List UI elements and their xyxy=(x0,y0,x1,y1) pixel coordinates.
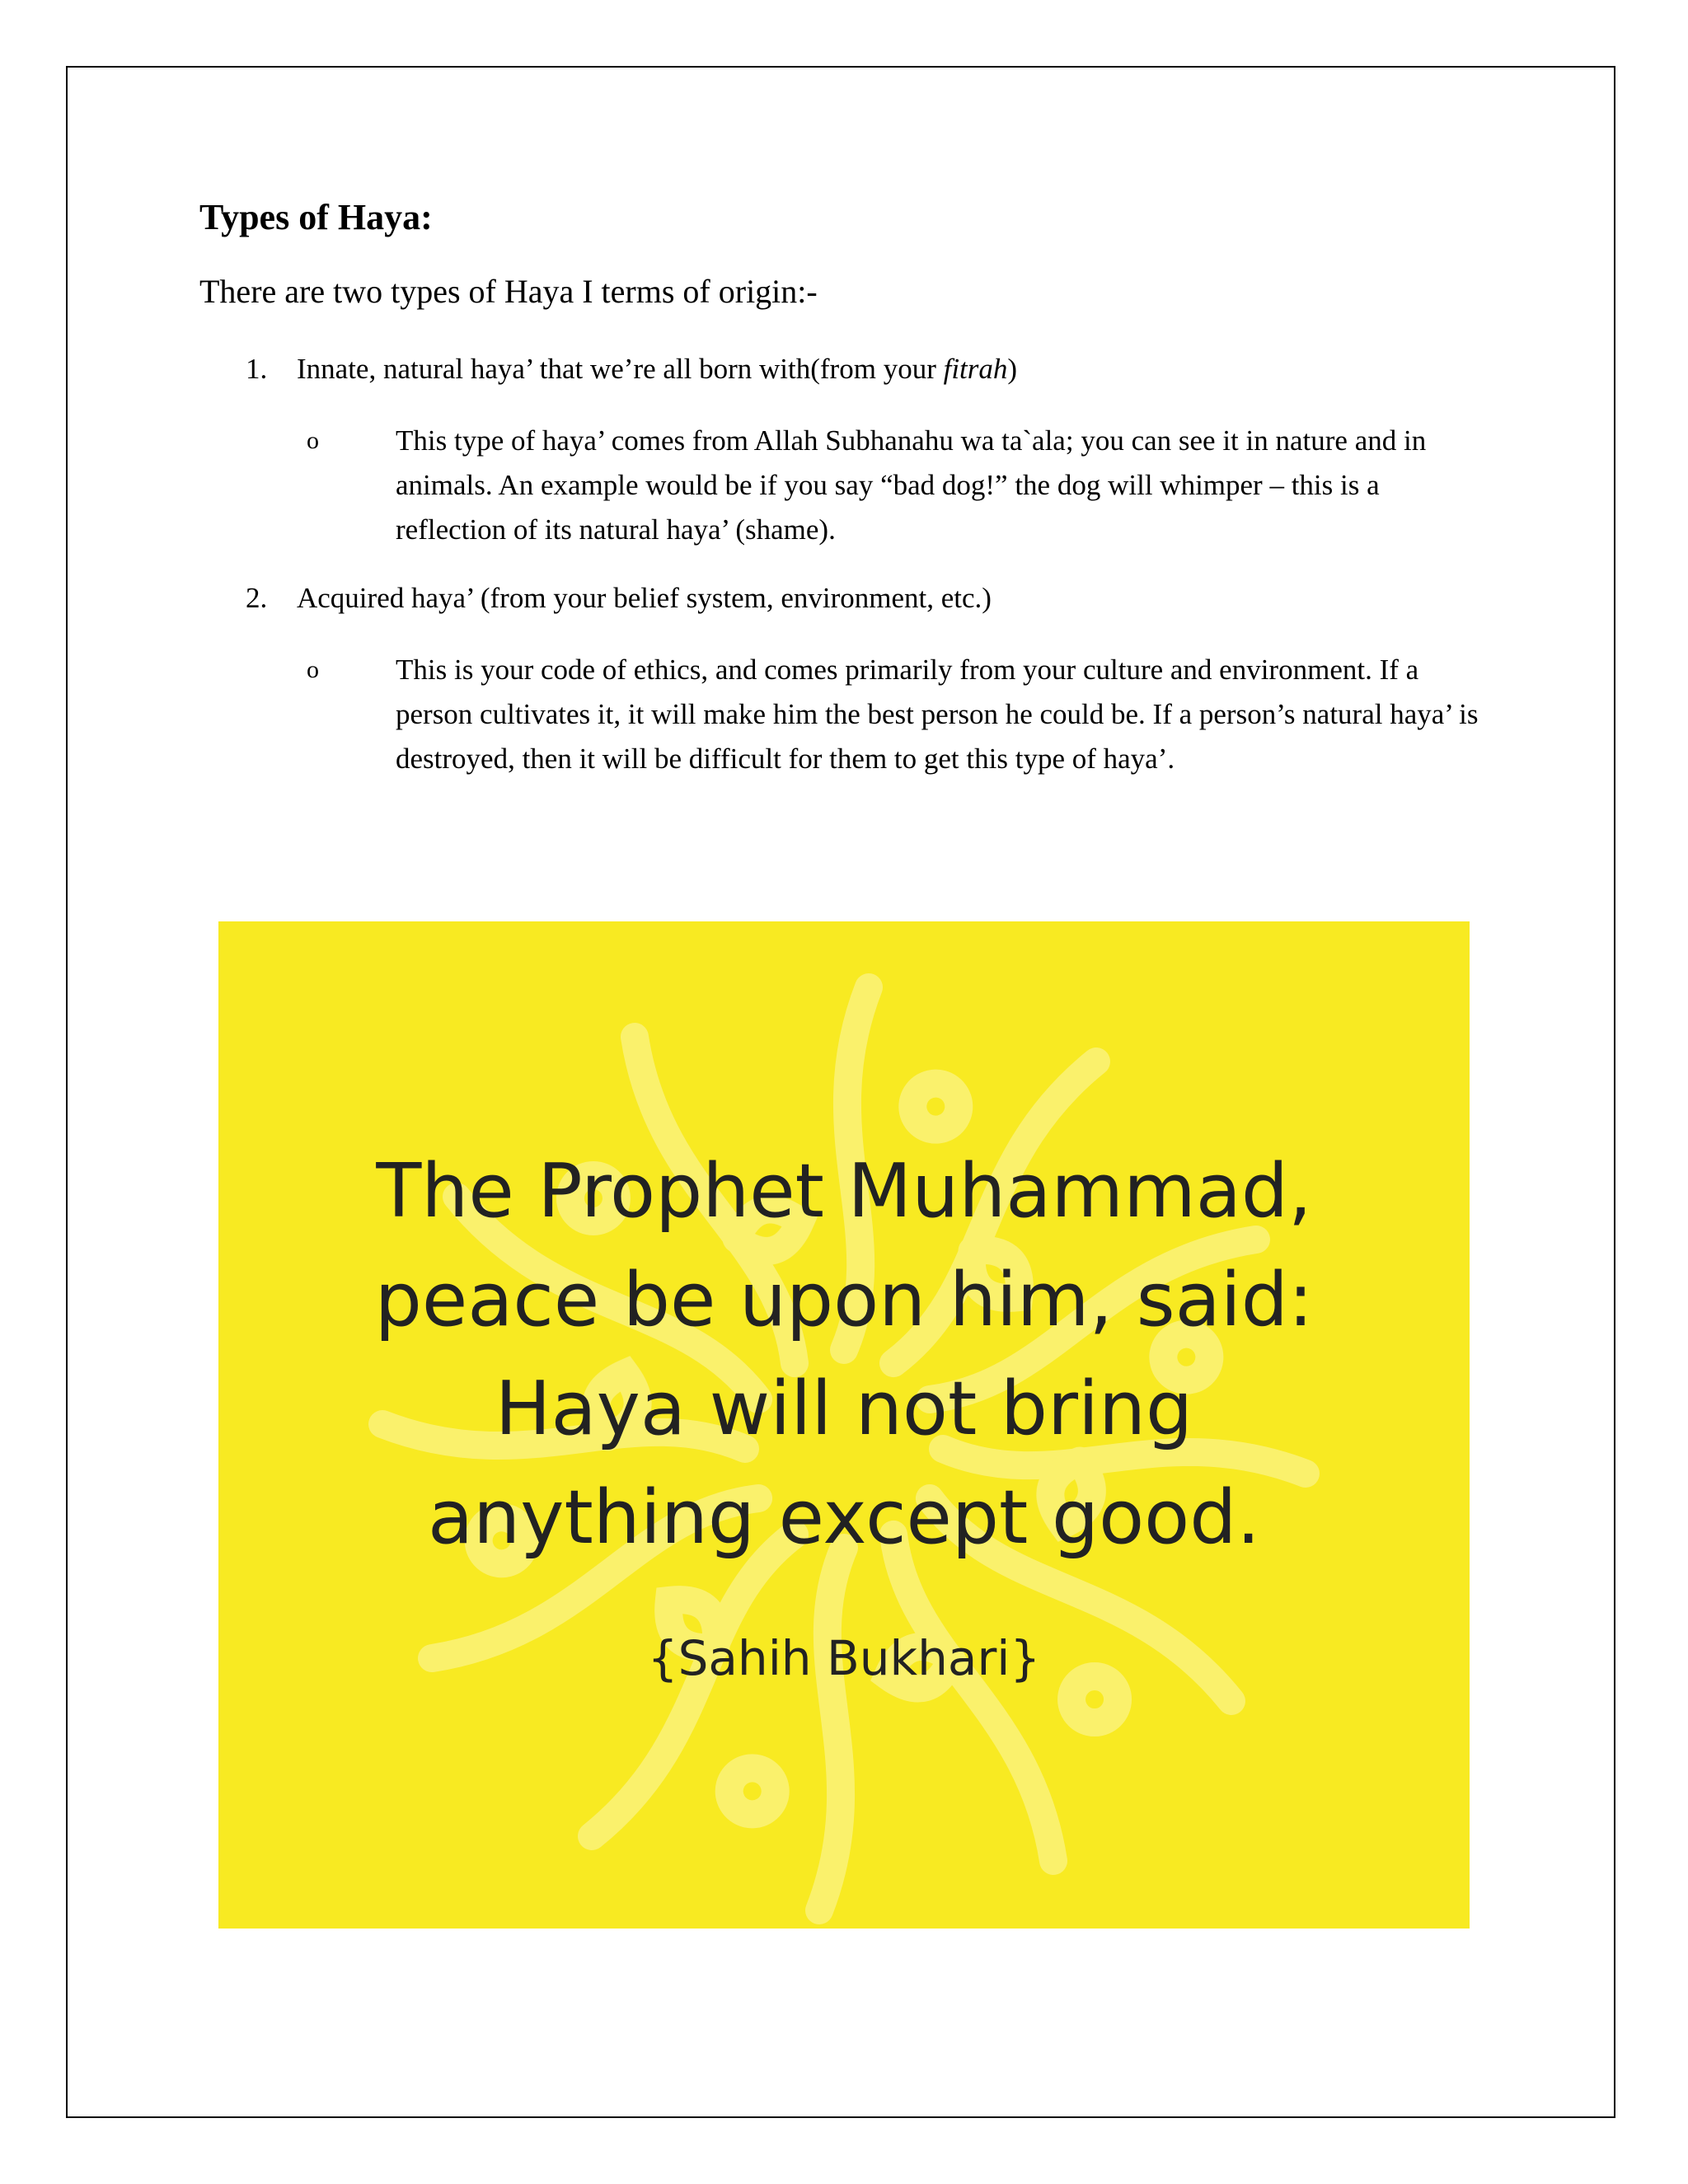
list-item-text: Acquired haya’ (from your belief system, environment, etc.) xyxy=(297,582,992,614)
sub-item-2 xyxy=(307,648,1490,781)
quote-line: anything except good. xyxy=(428,1474,1260,1561)
list-item-2 xyxy=(246,582,992,615)
bullet-marker: o xyxy=(307,427,319,454)
sub-item-1 xyxy=(307,419,1490,552)
quote-text xyxy=(218,1137,1470,1572)
quote-line: Haya will not bring xyxy=(495,1366,1193,1452)
section-heading: Types of Haya: xyxy=(199,197,433,237)
quote-line: peace be upon him, said: xyxy=(374,1257,1314,1343)
intro-text: There are two types of Haya I terms of origin:- xyxy=(199,273,818,310)
list-item-text: Innate, natural haya’ that we’re all born with(from your xyxy=(297,353,944,385)
list-number: 2. xyxy=(246,582,268,614)
quote-image xyxy=(218,921,1470,1929)
list-item-1 xyxy=(246,353,1017,386)
sub-item-text: This is your code of ethics, and comes primarily from your culture and environment. If a person cultivates it, it will make him the best person he could be. If a person’s natural haya’ is destroyed, then it will be difficult for them to get this type of haya’. xyxy=(396,654,1479,775)
list-number: 1. xyxy=(246,353,268,385)
list-item-italic: fitrah xyxy=(943,353,1008,385)
quote-source: {Sahih Bukhari} xyxy=(647,1630,1041,1686)
list-item-text-end: ) xyxy=(1007,353,1018,385)
quote-line: The Prophet Muhammad, xyxy=(376,1148,1312,1235)
sub-item-text: This type of haya’ comes from Allah Subhanahu wa ta`ala; you can see it in nature and in animals. An example would be if you say “bad dog!” the dog will whimper – this is a reflection of its natural haya’ (shame). xyxy=(396,424,1427,546)
bullet-marker: o xyxy=(307,656,319,683)
